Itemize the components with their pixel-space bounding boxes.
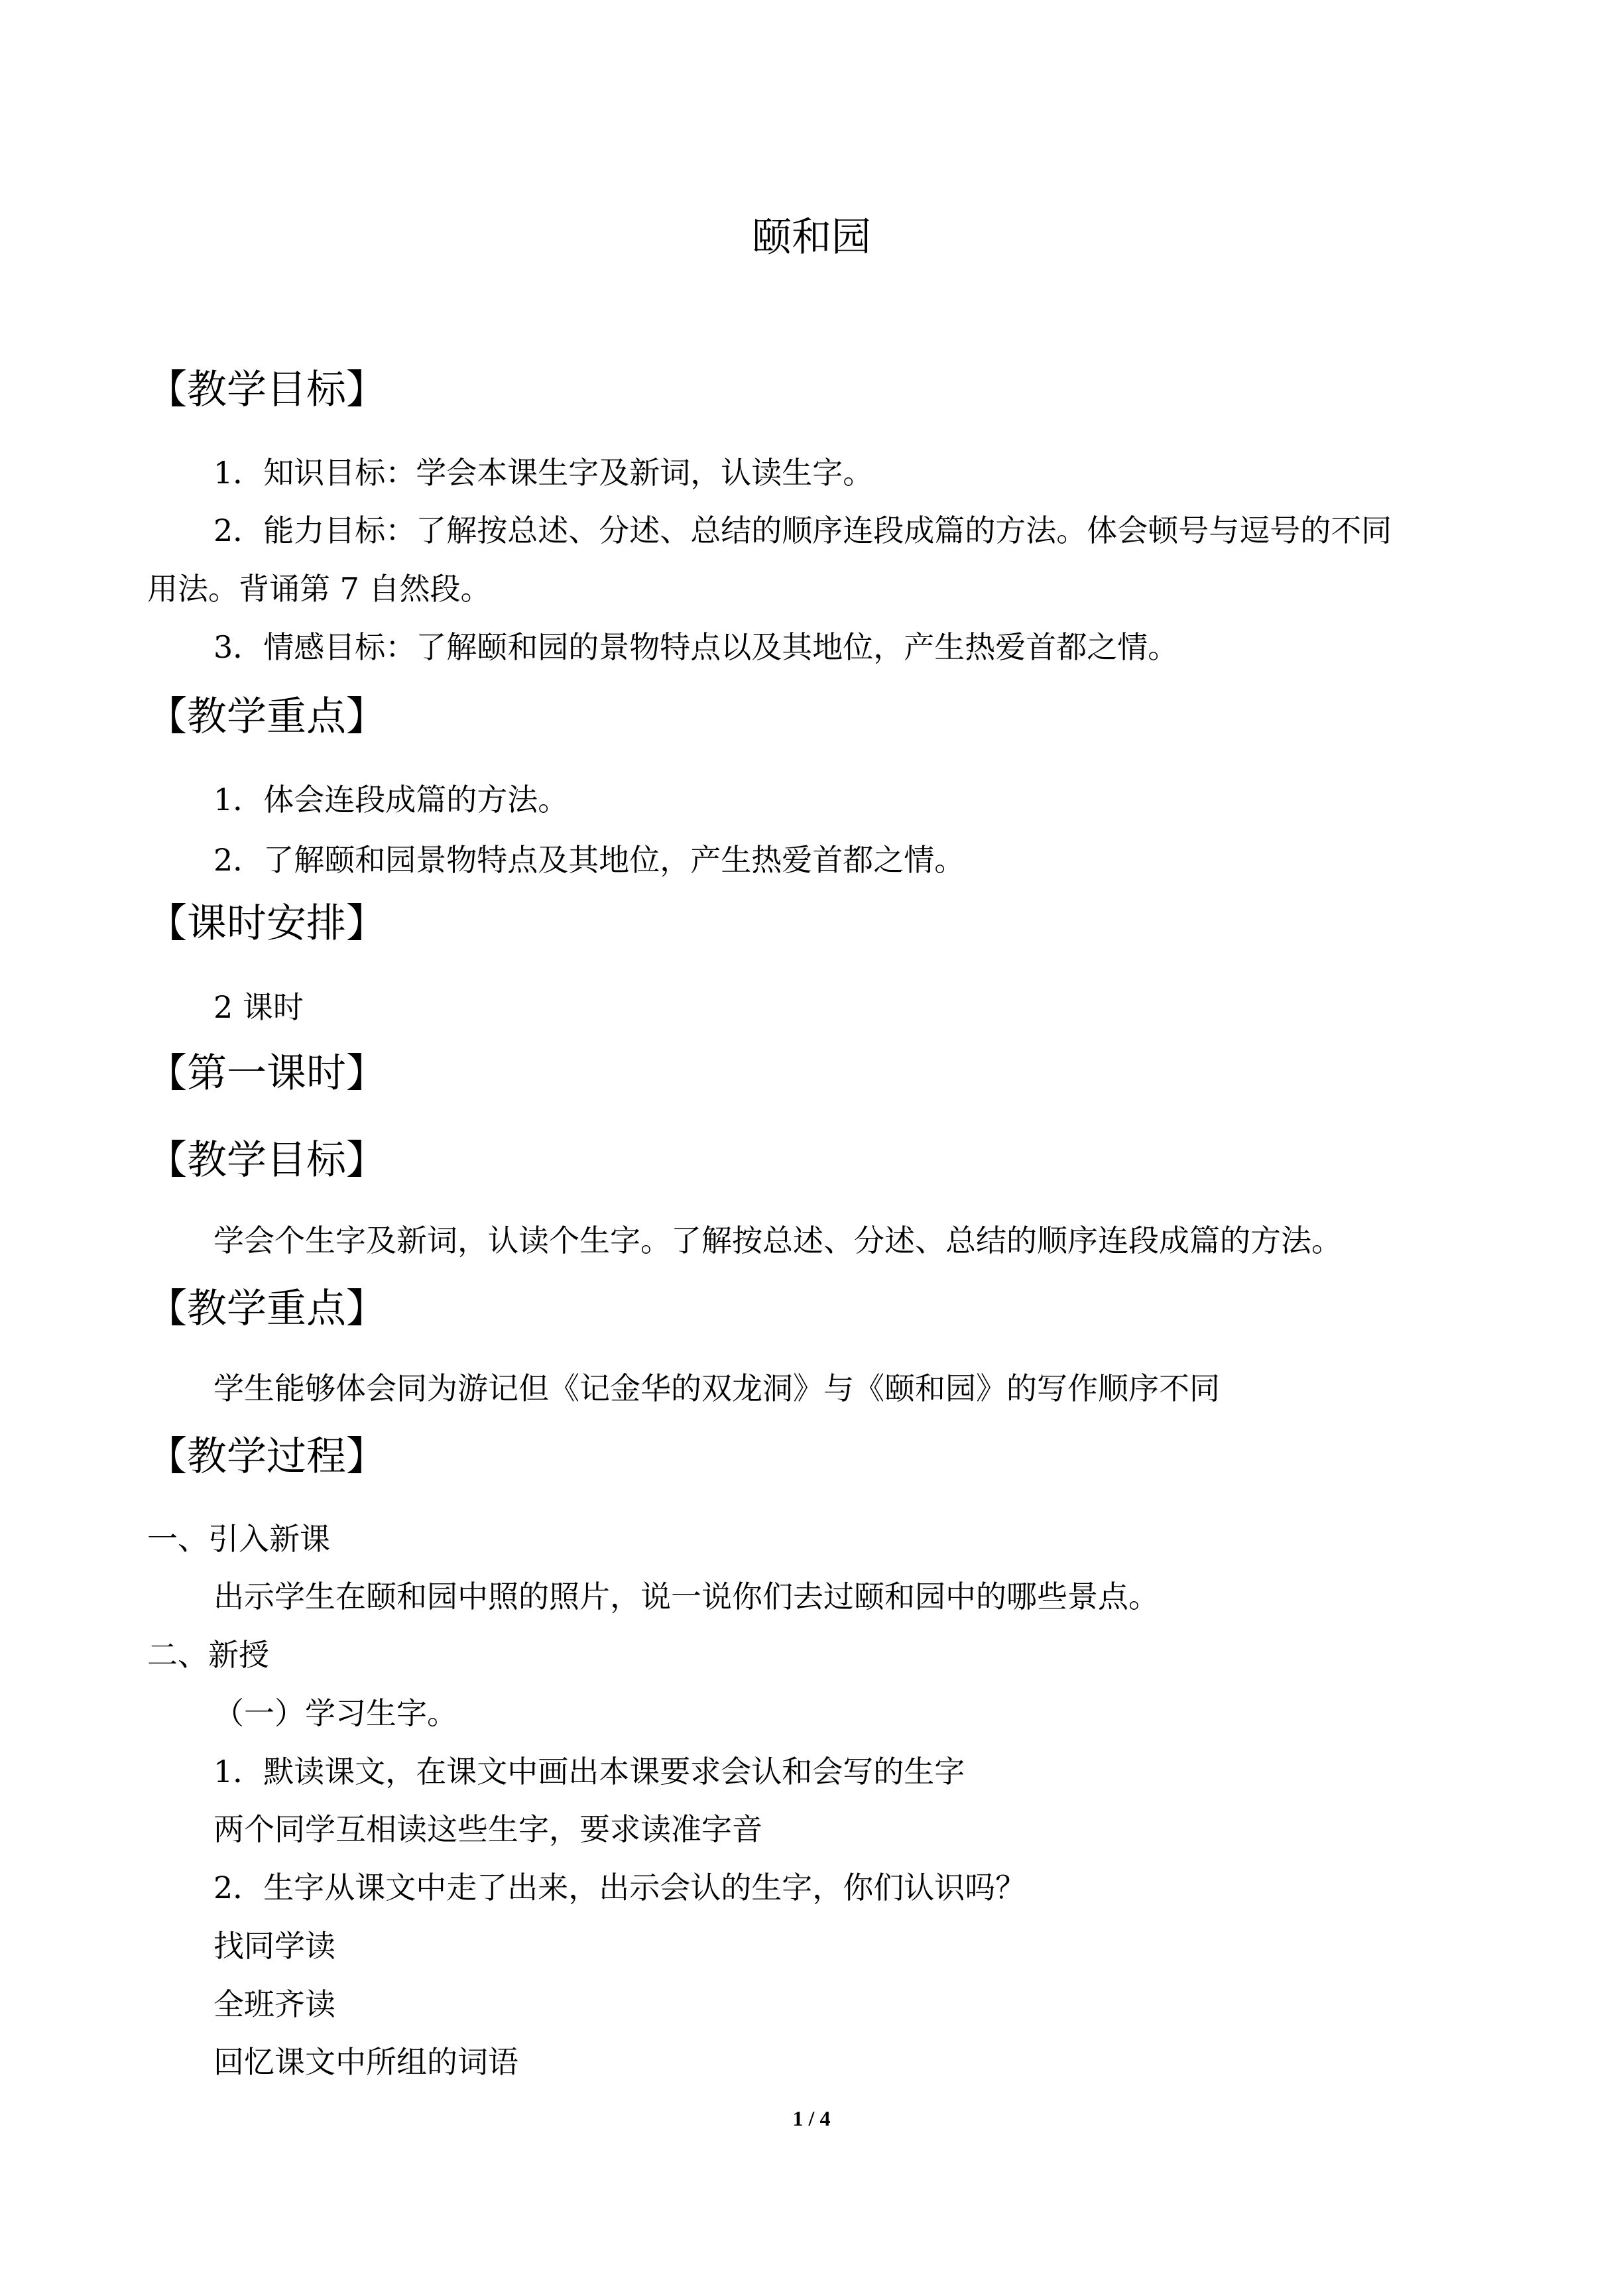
focus-1: 1．体会连段成篇的方法。 (213, 782, 569, 817)
lesson1-objectives-heading: 【教学目标】 (147, 1137, 386, 1183)
objectives-heading: 【教学目标】 (147, 367, 386, 413)
page-number: 1 / 4 (792, 2106, 831, 2130)
process-step-2-item1: 1．默读课文，在课文中画出本课要求会认和会写的生字 (213, 1754, 965, 1789)
process-step-1-text: 出示学生在颐和园中照的照片，说一说你们去过颐和园中的哪些景点。 (213, 1579, 1159, 1614)
process-step-2-item2-b: 全班齐读 (213, 1986, 335, 2022)
focus-2: 2．了解颐和园景物特点及其地位，产生热爱首都之情。 (213, 842, 965, 878)
objective-2-line2: 用法。背诵第 7 自然段。 (147, 571, 491, 607)
focus-heading: 【教学重点】 (147, 694, 386, 740)
process-step-2: 二、新授 (147, 1637, 269, 1673)
objective-3: 3．情感目标：了解颐和园的景物特点以及其地位，产生热爱首都之情。 (213, 629, 1179, 665)
lesson1-focus-text: 学生能够体会同为游记但《记金华的双龙洞》与《颐和园》的写作顺序不同 (213, 1370, 1220, 1406)
lesson1-focus-heading: 【教学重点】 (147, 1286, 386, 1332)
schedule-text: 2 课时 (213, 989, 304, 1025)
process-step-2-item2-c: 回忆课文中所组的词语 (213, 2044, 518, 2080)
lesson1-heading: 【第一课时】 (147, 1050, 386, 1097)
process-step-1: 一、引入新课 (147, 1521, 330, 1557)
process-step-2-sub: （一）学习生字。 (213, 1695, 457, 1731)
objective-1: 1．知识目标：学会本课生字及新词，认读生字。 (213, 455, 874, 491)
process-heading: 【教学过程】 (147, 1433, 386, 1480)
objective-2-line1: 2．能力目标：了解按总述、分述、总结的顺序连段成篇的方法。体会顿号与逗号的不同 (213, 513, 1392, 548)
process-step-2-item2-a: 找同学读 (213, 1928, 335, 1964)
schedule-heading: 【课时安排】 (147, 900, 386, 947)
lesson1-objectives-text: 学会个生字及新词，认读个生字。了解按总述、分述、总结的顺序连段成篇的方法。 (213, 1223, 1342, 1258)
process-step-2-item1-b: 两个同学互相读这些生字，要求读准字音 (213, 1811, 762, 1847)
process-step-2-item2: 2．生字从课文中走了出来，出示会认的生字，你们认识吗？ (213, 1870, 1026, 1905)
document-title: 颐和园 (752, 214, 871, 261)
